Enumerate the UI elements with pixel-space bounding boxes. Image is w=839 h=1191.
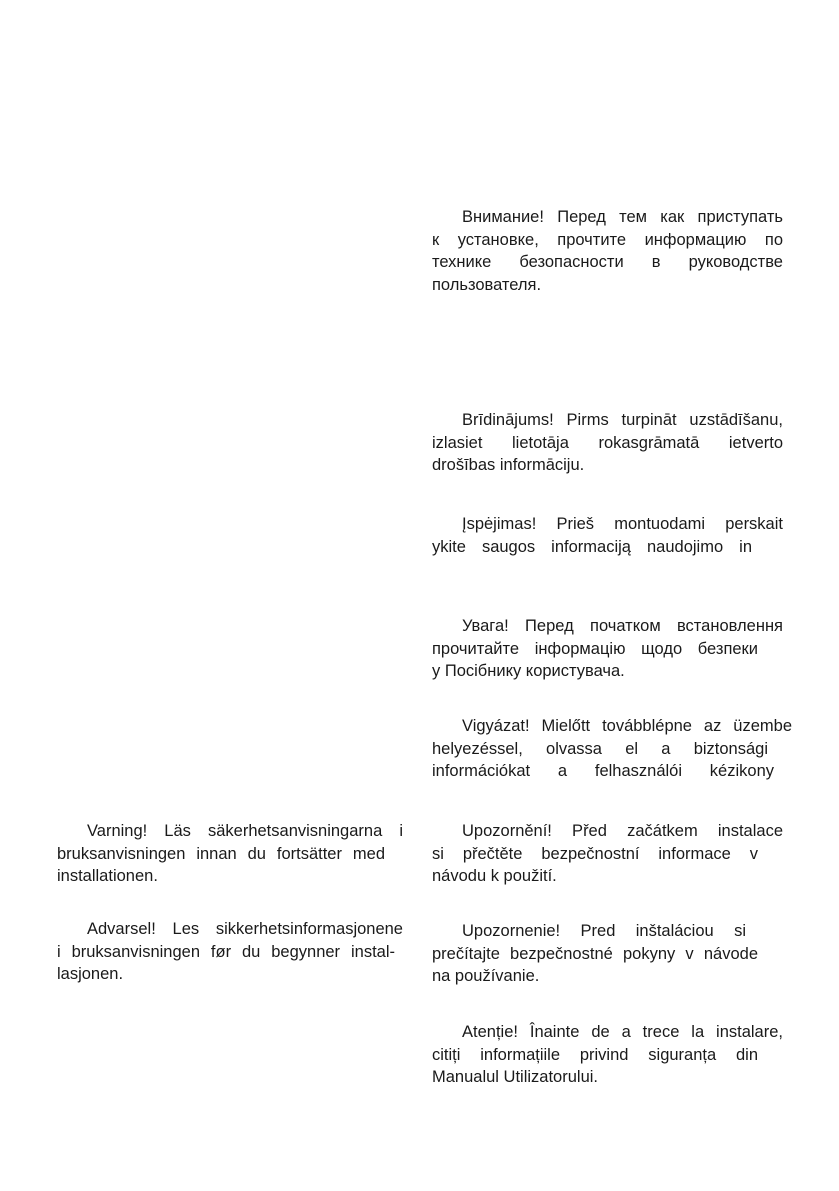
warning-line: Внимание! Перед тем как приступать	[462, 208, 783, 226]
warning-paragraph-slovak	[432, 920, 783, 988]
warning-line: Manualul Utilizatorului.	[432, 1068, 598, 1086]
warning-line: bruksanvisningen innan du fortsätter med	[57, 844, 385, 863]
warning-paragraph-latvian	[432, 409, 783, 477]
warning-line: Įspėjimas! Prieš montuodami perskait	[462, 515, 783, 533]
warning-paragraph-russian	[432, 206, 783, 296]
warning-line: Advarsel! Les sikkerhetsinformasjonene	[87, 920, 403, 938]
warning-line: пользователя.	[432, 275, 542, 294]
warning-line: Brīdinājums! Pirms turpināt uzstādīšanu,	[462, 411, 783, 429]
warning-line: прочитайте інформацію щодо безпеки	[432, 639, 758, 658]
warning-line: технике безопасности в руководстве	[432, 253, 783, 271]
warning-line: к установке, прочтите информацию по	[432, 230, 783, 249]
warning-line: Увага! Перед початком встановлення	[462, 617, 783, 635]
warning-line: na používanie.	[432, 967, 540, 985]
warning-paragraph-ukrainian	[432, 615, 783, 683]
warning-line: információkat a felhasználói kézikony	[432, 762, 774, 780]
warning-line: ykite saugos informaciją naudojimo in	[432, 537, 752, 556]
warning-line: prečítajte bezpečnostné pokyny v návode	[432, 944, 758, 963]
warning-line: lasjonen.	[57, 965, 124, 983]
warning-line: izlasiet lietotāja rokasgrāmatā ietverto	[432, 433, 783, 452]
warning-line: helyezéssel, olvassa el a biztonsági	[432, 739, 768, 758]
warning-paragraph-norwegian	[57, 918, 403, 986]
warning-line: Atenție! Înainte de a trece la instalare,	[462, 1023, 783, 1041]
warning-line: i bruksanvisningen før du begynner instal-	[57, 942, 395, 961]
warning-line: Vigyázat! Mielőtt továbblépne az üzembe	[462, 717, 792, 735]
warning-line: у Посібнику користувача.	[432, 662, 625, 680]
warning-line: si přečtěte bezpečnostní informace v	[432, 844, 758, 863]
warning-line: návodu k použití.	[432, 867, 557, 885]
warning-line: installationen.	[57, 867, 158, 885]
warning-line: citiți informațiile privind siguranța din	[432, 1045, 758, 1064]
warning-paragraph-czech	[432, 820, 783, 888]
warning-paragraph-lithuanian	[432, 513, 783, 558]
warning-line: Upozornenie! Pred inštaláciou si	[462, 922, 746, 940]
warning-paragraph-hungarian	[432, 715, 792, 783]
warning-line: Upozornění! Před začátkem instalace	[462, 822, 783, 840]
warning-line: Varning! Läs säkerhetsanvisningarna i	[87, 822, 403, 840]
warning-paragraph-romanian	[432, 1021, 783, 1089]
warning-line: drošības informāciju.	[432, 456, 585, 474]
warning-paragraph-swedish	[57, 820, 403, 888]
